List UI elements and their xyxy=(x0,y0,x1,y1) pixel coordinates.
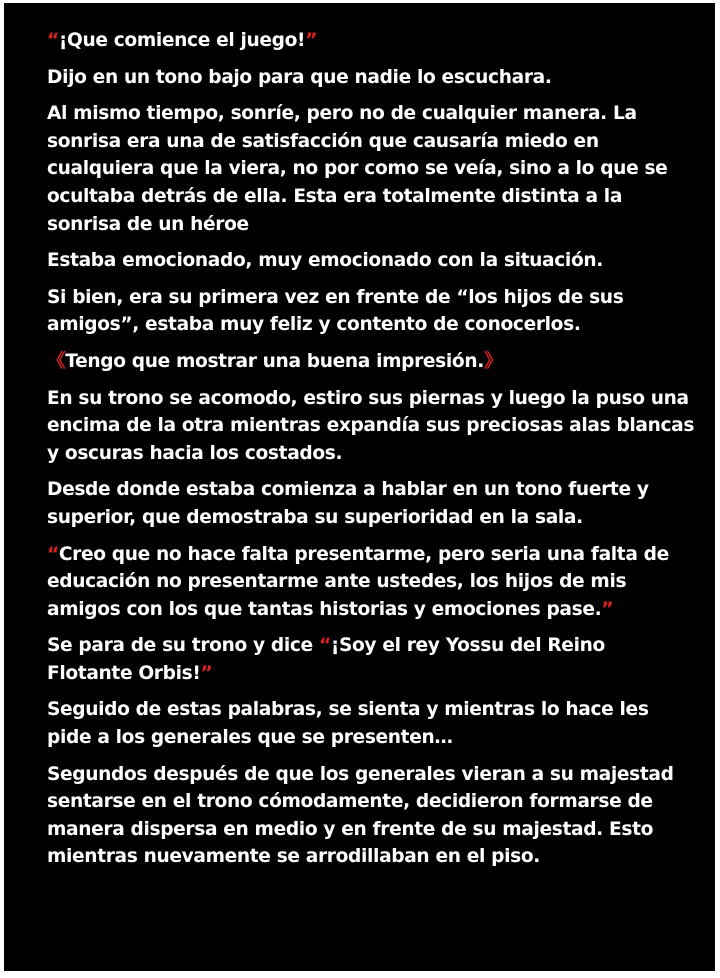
narration-paragraph: Si bien, era su primera vez en frente de “los hijos de sus amigos”, estaba muy feliz y contento de conocerlos. xyxy=(47,286,624,336)
thought-text: Tengo que mostrar una buena impresión. xyxy=(65,350,484,372)
close-quote-mark: ” xyxy=(200,662,213,684)
dialogue-line xyxy=(47,541,695,624)
narration-lead: Se para de su trono y dice xyxy=(47,635,319,657)
narration-paragraph: Desde donde estaba comienza a hablar en un tono fuerte y superior, que demostraba su superioridad en la sala. xyxy=(47,479,649,528)
narration-paragraph: Seguido de estas palabras, se sienta y mientras lo hace les pide a los generales que se presenten… xyxy=(47,699,649,749)
narration-paragraph: En su trono se acomodo, estiro sus piernas y luego la puso una encima de la otra mientras expandía sus preciosas alas blancas y oscuras hacia los costados. xyxy=(47,387,695,464)
story-page xyxy=(4,3,715,971)
open-quote-mark: “ xyxy=(47,30,59,51)
open-quote-mark: “ xyxy=(318,635,331,657)
narration-paragraph: Dijo en un tono bajo para que nadie lo escuchara. xyxy=(47,66,552,88)
dialogue-text: ¡Que comience el juego! xyxy=(58,30,306,51)
narration-paragraph: Estaba emocionado, muy emocionado con la situación. xyxy=(47,250,603,272)
narration-paragraph: Al mismo tiempo, sonríe, pero no de cualquier manera. La sonrisa era una de satisfacción que causaría miedo en cualquiera que la viera, no por como se veía, sino a lo que se ocultaba detrás de ella. Esta era totalmente distinta a la sonrisa de un héroe xyxy=(47,103,668,235)
close-quote-mark: ” xyxy=(601,598,614,620)
thought-line xyxy=(47,348,695,376)
open-quote-mark: “ xyxy=(47,543,59,565)
dialogue-line xyxy=(47,27,695,55)
dialogue-text: ¡Soy el rey Yossu del Reino Flotante Orbis! xyxy=(47,635,605,684)
close-bracket-mark: 》 xyxy=(483,350,503,372)
open-bracket-mark: 《 xyxy=(47,350,66,372)
narration-with-dialogue xyxy=(47,632,695,687)
dialogue-text: Creo que no hace falta presentarme, pero seria una falta de educación no presentarme ante ustedes, los hijos de mis amigos con los que tantas historias y emociones pase. xyxy=(47,543,669,620)
close-quote-mark: ” xyxy=(305,30,318,51)
narration-paragraph: Segundos después de que los generales vieran a su majestad sentarse en el trono cómodamente, decidieron formarse de manera dispersa en medio y en frente de su majestad. Esto mientras nuevamente se arrodillaban en el piso. xyxy=(47,763,674,868)
